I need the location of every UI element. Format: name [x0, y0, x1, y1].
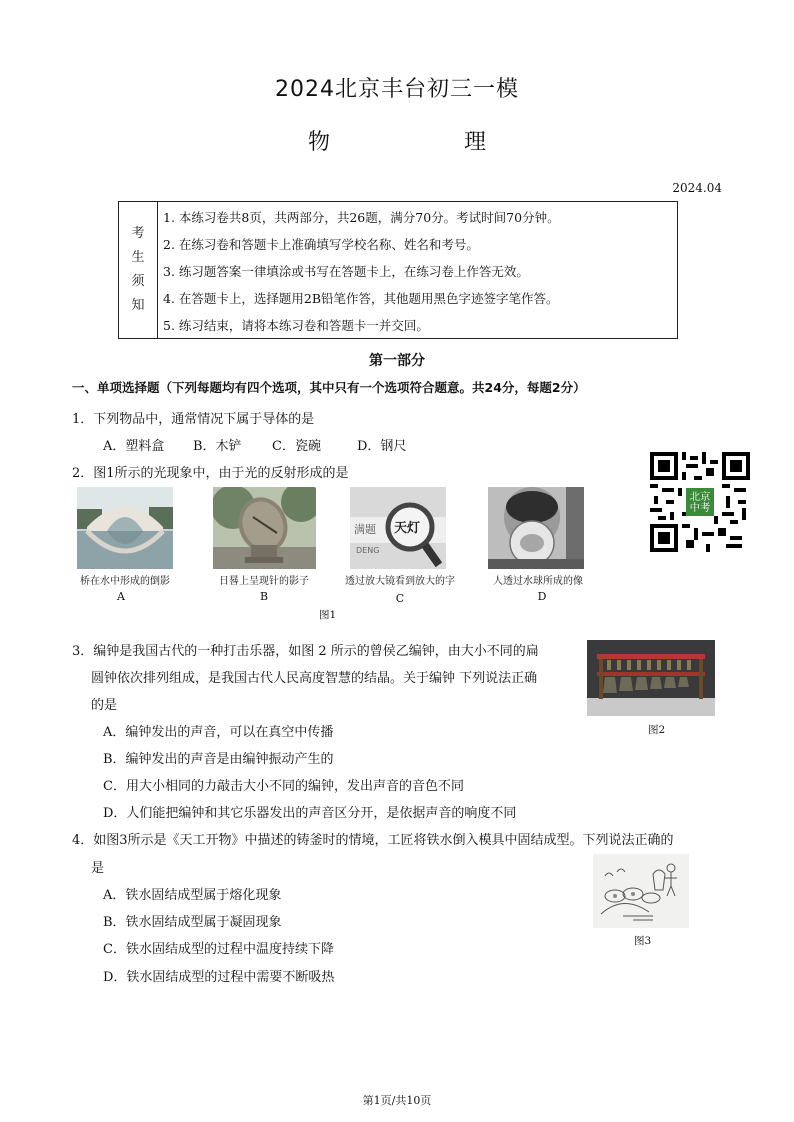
- q3-stem-line: 圆钟依次排列组成，是我国古代人民高度智慧的结晶。关于编钟 下列说法正确: [91, 671, 538, 686]
- notice-label-char: 知: [131, 298, 145, 313]
- q3-stem-line: 3．编钟是我国古代的一种打击乐器，如图 2 所示的曾侯乙编钟，由大小不同的扁: [72, 644, 539, 659]
- q4-option-d: D．铁水固结成型的过程中需要不断吸热: [103, 970, 335, 985]
- q4-option-b: B．铁水固结成型属于凝固现象: [103, 915, 282, 930]
- fig1-letter-a: A: [117, 590, 125, 603]
- section-heading: 一、单项选择题（下列每题均有四个选项，其中只有一个选项符合题意。共24分，每题2分）: [72, 380, 586, 395]
- q4-stem-line: 4．如图3所示是《天工开物》中描述的铸釜时的情境，工匠将铁水倒入模具中固结成型。下列说法正确的: [72, 833, 674, 848]
- q1-option-a: A．塑料盒: [103, 439, 165, 454]
- exam-date: 2024.04: [672, 181, 722, 195]
- notice-label-char: 考: [131, 226, 145, 241]
- bridge-reflection-photo: [77, 487, 173, 569]
- fig1-caption-d: 人透过水球所成的像: [493, 576, 583, 587]
- q3-option-d: D．人们能把编钟和其它乐器发出的声音区分开，是依据声音的响度不同: [103, 806, 517, 821]
- magnifier-photo: [350, 487, 446, 569]
- q1-option-b: B．木铲: [193, 439, 242, 454]
- fig3-label: 图3: [634, 935, 652, 947]
- q4-stem-line: 是: [91, 861, 105, 876]
- notice-item: 5. 练习结束，请将本练习卷和答题卡一并交回。: [163, 318, 429, 333]
- q1-option-c: C．瓷碗: [272, 439, 321, 454]
- fig2-label: 图2: [648, 724, 666, 736]
- fig1-caption-b: 日晷上呈现针的影子: [219, 576, 309, 587]
- notice-item: 2. 在练习卷和答题卡上准确填写学校名称、姓名和考号。: [163, 237, 479, 252]
- notice-label-char: 须: [131, 274, 145, 289]
- fig1-letter-b: B: [259, 590, 269, 603]
- fig1-letter-c: C: [395, 592, 405, 605]
- q3-option-b: B．编钟发出的声音是由编钟振动产生的: [103, 752, 334, 767]
- q3-stem-line: 的是: [91, 698, 118, 713]
- magnifier-text: 满题: [354, 523, 376, 536]
- fig1-caption-c: 透过放大镜看到放大的字: [345, 576, 455, 587]
- qr-code: [650, 452, 750, 552]
- qr-center-text: 中考: [689, 502, 711, 515]
- notice-label-char: 生: [131, 250, 145, 265]
- q3-option-a: A．编钟发出的声音，可以在真空中传播: [103, 725, 334, 740]
- q1-stem: 1．下列物品中，通常情况下属于导体的是: [72, 412, 315, 427]
- sundial-photo: [213, 487, 316, 569]
- q1-option-d: D．钢尺: [357, 439, 407, 454]
- subject-title: 物 理: [307, 130, 516, 155]
- fig1-letter-d: D: [537, 590, 547, 603]
- q3-option-c: C．用大小相同的力敲击大小不同的编钟，发出声音的音色不同: [103, 779, 464, 794]
- q4-option-c: C．铁水固结成型的过程中温度持续下降: [103, 942, 334, 957]
- notice-item: 4. 在答题卡上，选择题用2B铅笔作答，其他题用黑色字迹签字笔作答。: [163, 291, 559, 306]
- notice-label: [119, 202, 158, 338]
- magnifier-text: DENG: [356, 546, 380, 555]
- notice-item: 3. 练习题答案一律填涂或书写在答题卡上，在练习卷上作答无效。: [163, 264, 529, 279]
- qr-center-text: 北京: [689, 491, 711, 503]
- page-footer: 第1页/共10页: [362, 1094, 432, 1107]
- bianzhong-bells-photo: [587, 640, 715, 716]
- magnifier-text: 天灯: [394, 521, 421, 536]
- water-ball-photo: [488, 487, 584, 569]
- notice-item: 1. 本练习卷共8页，共两部分，共26题，满分70分。考试时间70分钟。: [163, 210, 560, 225]
- fig1-label: 图1: [319, 609, 337, 621]
- casting-cauldron-illustration: [593, 854, 689, 928]
- exam-notice-box: [118, 201, 678, 339]
- fig1-caption-a: 桥在水中形成的倒影: [80, 576, 170, 587]
- q2-stem: 2．图1所示的光现象中，由于光的反射形成的是: [72, 466, 349, 481]
- page-title: 2024北京丰台初三一模: [275, 77, 519, 102]
- q4-option-a: A．铁水固结成型属于熔化现象: [103, 888, 282, 903]
- notice-items: [157, 204, 677, 339]
- part-heading: 第一部分: [369, 353, 425, 369]
